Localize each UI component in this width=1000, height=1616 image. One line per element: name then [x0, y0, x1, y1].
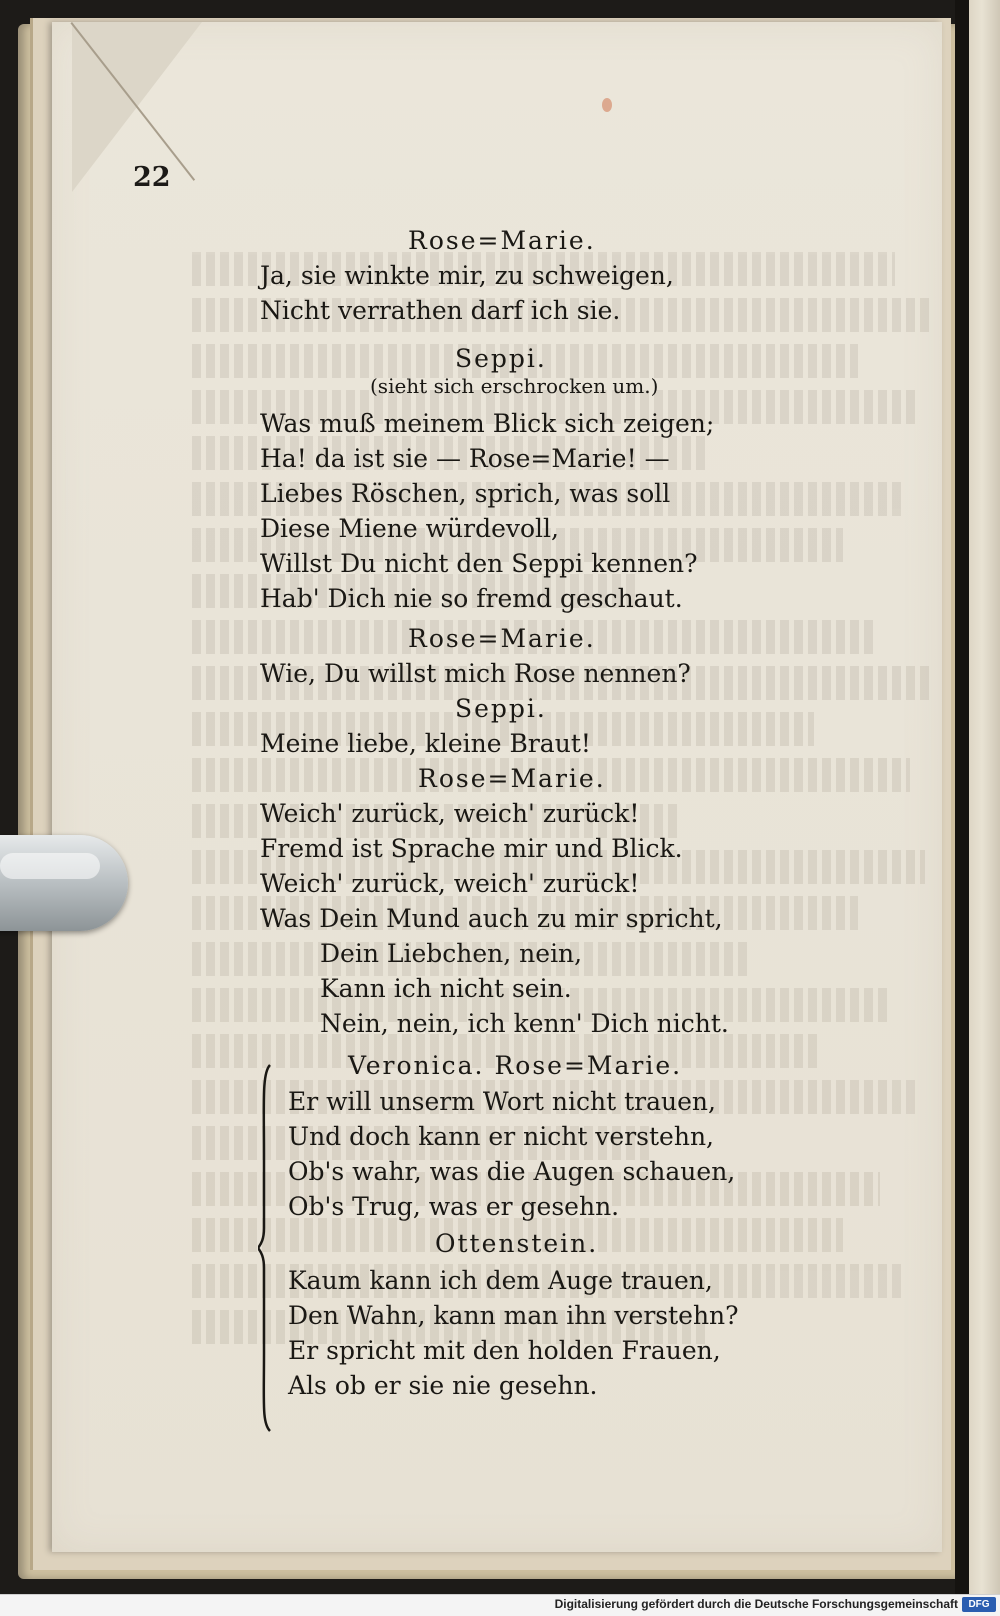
speaker-name: Seppi.	[455, 694, 547, 723]
speaker-name: Rose=Marie.	[418, 764, 606, 793]
footer-credit: Digitalisierung gefördert durch die Deutsche Forschungsgemeinschaft	[554, 1597, 958, 1611]
verse-line: Diese Miene würdevoll,	[260, 514, 559, 543]
verse-line: Den Wahn, kann man ihn verstehn?	[288, 1301, 739, 1330]
verse-line: Was Dein Mund auch zu mir spricht,	[260, 904, 723, 933]
verse-line: Nein, nein, ich kenn' Dich nicht.	[320, 1009, 729, 1038]
verse-line: Hab' Dich nie so fremd geschaut.	[260, 584, 683, 613]
verse-line: Weich' zurück, weich' zurück!	[260, 799, 640, 828]
verse-line: Meine liebe, kleine Braut!	[260, 729, 591, 758]
verse-line: Weich' zurück, weich' zurück!	[260, 869, 640, 898]
stage-direction: (sieht sich erschrocken um.)	[370, 374, 659, 398]
verse-line: Ob's wahr, was die Augen schauen,	[288, 1157, 736, 1186]
page-clip	[0, 835, 128, 931]
verse-line: Er will unserm Wort nicht trauen,	[288, 1087, 716, 1116]
speaker-name: Seppi.	[455, 344, 547, 373]
verse-line: Kann ich nicht sein.	[320, 974, 572, 1003]
verse-line: Liebes Röschen, sprich, was soll	[260, 479, 671, 508]
page-number: 22	[133, 162, 171, 193]
verse-line: Fremd ist Sprache mir und Blick.	[260, 834, 683, 863]
speaker-name: Rose=Marie.	[408, 226, 596, 255]
verse-line: Als ob er sie nie gesehn.	[288, 1371, 598, 1400]
verse-line: Ob's Trug, was er gesehn.	[288, 1192, 620, 1221]
next-page-edge	[955, 0, 1000, 1615]
verse-line: Kaum kann ich dem Auge trauen,	[288, 1266, 713, 1295]
verse-line: Er spricht mit den holden Frauen,	[288, 1336, 721, 1365]
verse-line: Willst Du nicht den Seppi kennen?	[260, 549, 698, 578]
verse-line: Was muß meinem Blick sich zeigen;	[260, 409, 715, 438]
verse-line: Wie, Du willst mich Rose nennen?	[260, 659, 691, 688]
dfg-logo: DFG	[962, 1597, 996, 1612]
verse-line: Ja, sie winkte mir, zu schweigen,	[260, 261, 674, 290]
verse-line: Ha! da ist sie — Rose=Marie! —	[260, 444, 670, 473]
verse-line: Dein Liebchen, nein,	[320, 939, 583, 968]
speaker-name: Rose=Marie.	[408, 624, 596, 653]
paper-stain	[602, 98, 612, 112]
verse-line: Nicht verrathen darf ich sie.	[260, 296, 621, 325]
footer-bar	[0, 1594, 1000, 1616]
verse-line: Und doch kann er nicht verstehn,	[288, 1122, 715, 1151]
ensemble-brace	[258, 1063, 272, 1433]
speaker-name: Ottenstein.	[435, 1229, 599, 1258]
speaker-name: Veronica. Rose=Marie.	[348, 1051, 683, 1080]
